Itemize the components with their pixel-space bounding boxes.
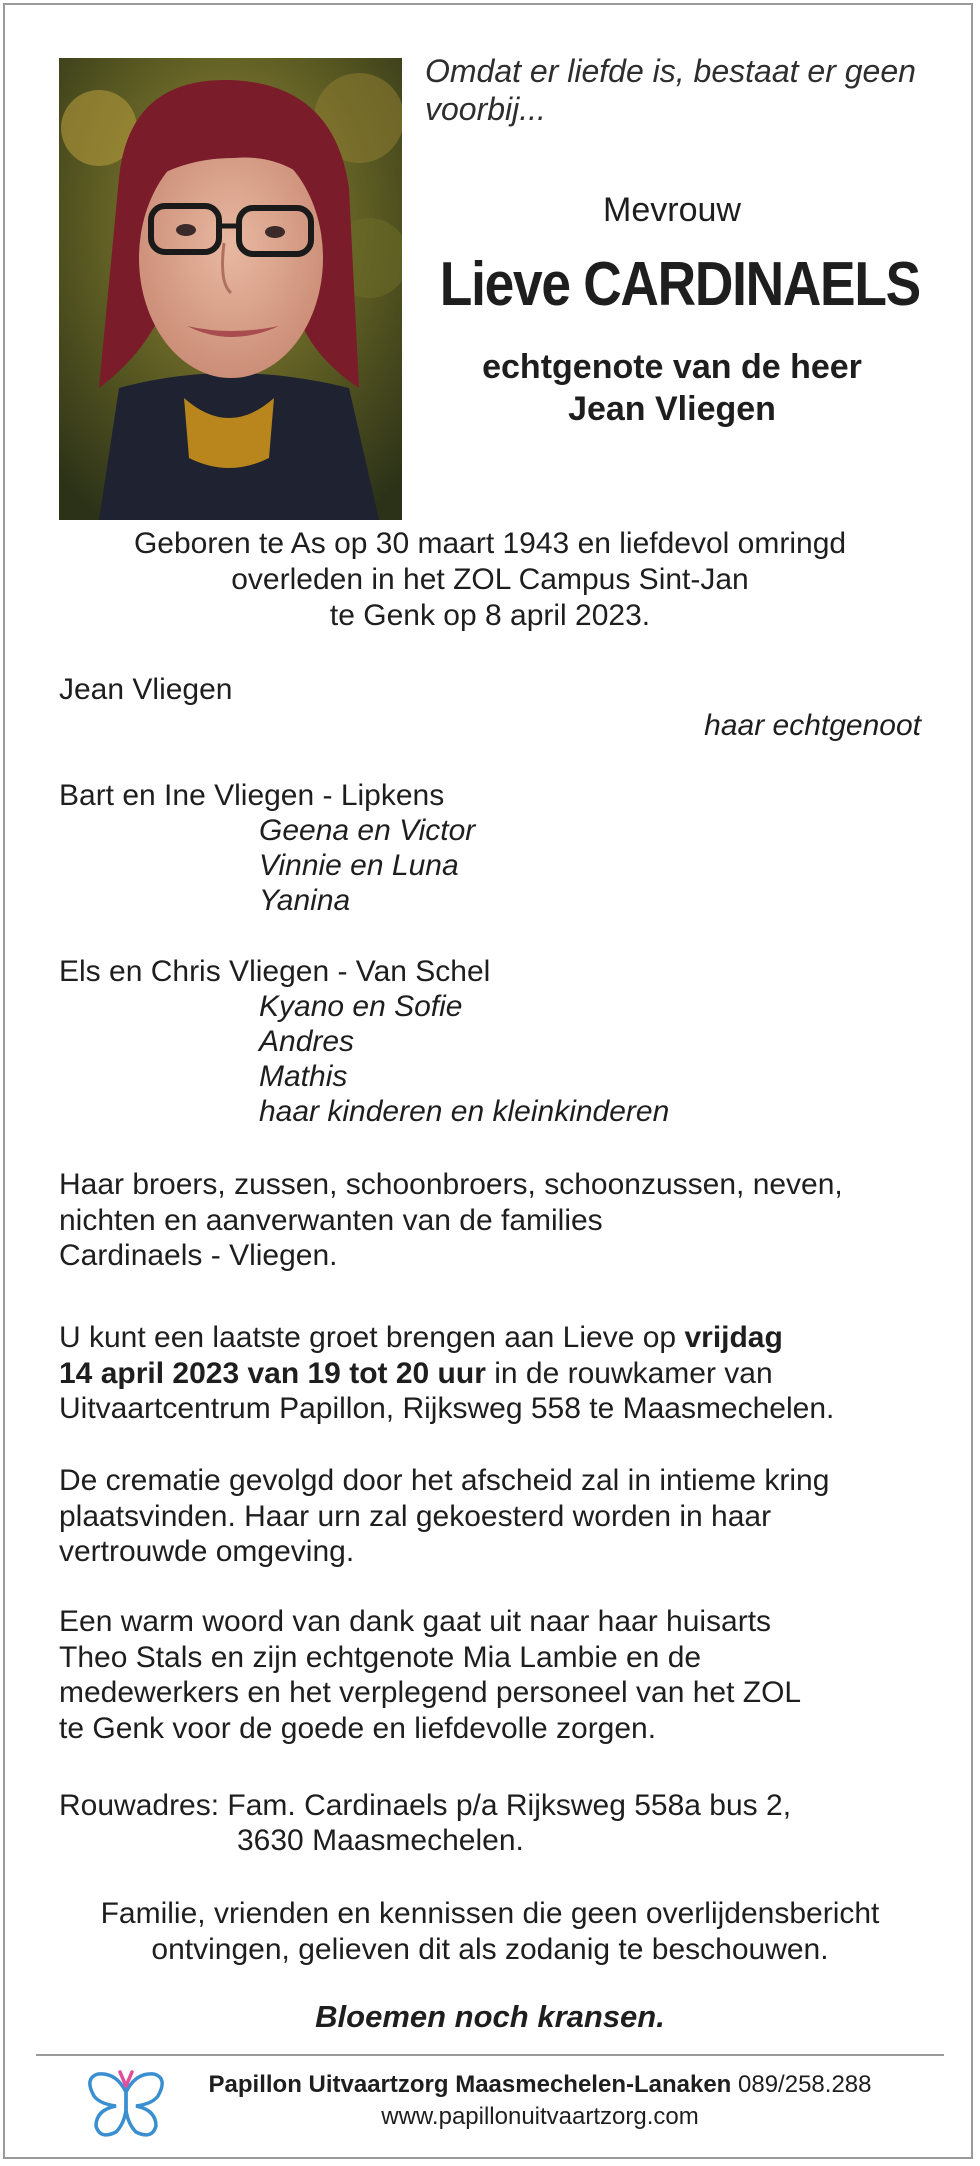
visitation-location: Uitvaartcentrum Papillon, Rijksweg 558 te Maasmechelen.: [59, 1392, 835, 1425]
birth-death-text: [59, 526, 921, 634]
footer-website[interactable]: www.papillonuitvaartzorg.com: [381, 2103, 699, 2130]
husband-role: haar echtgenoot: [704, 709, 921, 742]
grandchildren: Geena en Victor: [259, 814, 476, 847]
relatives-line: nichten en aanverwanten van de families: [59, 1203, 603, 1237]
visitation-intro: U kunt een laatste groet brengen aan Lieve op: [59, 1321, 685, 1354]
visitation-text: [59, 1320, 921, 1427]
grandchildren: Mathis: [259, 1060, 348, 1093]
grandchildren: Andres: [259, 1025, 355, 1058]
children-caption: haar kinderen en kleinkinderen: [259, 1095, 670, 1128]
thanks-line: Theo Stals en zijn echtgenote Mia Lambie en de: [59, 1640, 702, 1674]
visitation-datetime: 14 april 2023 van 19 tot 20 uur: [59, 1356, 486, 1390]
papillon-butterfly-logo: [86, 2066, 166, 2142]
spouse-line: echtgenote van de heer: [482, 348, 862, 386]
thanks-text: [59, 1604, 921, 1746]
motto-line: voorbij...: [425, 91, 546, 127]
grandchildren: Vinnie en Luna: [259, 849, 459, 882]
visitation-day: vrijdag: [684, 1321, 783, 1354]
cremation-line: vertrouwde omgeving.: [59, 1535, 355, 1568]
cremation-line: De crematie gevolgd door het afscheid zal in intieme kring: [59, 1464, 830, 1497]
cremation-text: [59, 1463, 921, 1570]
visitation-after: in de rouwkamer van: [485, 1356, 773, 1390]
notice-text: [59, 1896, 921, 1968]
cremation-line: plaatsvinden. Haar urn zal gekoesterd worden in haar: [59, 1499, 772, 1533]
family1-parents: Bart en Ine Vliegen - Lipkens: [59, 779, 445, 812]
footer-divider: [36, 2054, 944, 2056]
spouse-name: Jean Vliegen: [568, 390, 776, 428]
footer-phone: 089/258.288: [738, 2071, 872, 2098]
mourning-city: 3630 Maasmechelen.: [237, 1824, 524, 1857]
thanks-line: medewerkers en het verplegend personeel van het ZOL: [59, 1676, 802, 1709]
footer-company-line: [180, 2070, 900, 2100]
family2-parents: Els en Chris Vliegen - Van Schel: [59, 955, 491, 988]
birth-death-line: te Genk op 8 april 2023.: [329, 599, 651, 632]
salutation: Mevrouw: [603, 191, 741, 229]
deceased-name: Lieve CARDINAELS: [439, 250, 920, 319]
footer-company: Papillon Uitvaartzorg Maasmechelen-Lanaken: [208, 2071, 732, 2098]
notice-line: ontvingen, gelieven dit als zodanig te beschouwen.: [151, 1933, 829, 1966]
notice-line: Familie, vrienden en kennissen die geen overlijdensbericht: [100, 1897, 880, 1930]
mourning-address: Rouwadres: Fam. Cardinaels p/a Rijksweg 558a bus 2,: [59, 1789, 792, 1822]
grandchildren: Yanina: [259, 884, 351, 917]
relatives-line: Cardinaels - Vliegen.: [59, 1239, 338, 1272]
thanks-line: Een warm woord van dank gaat uit naar haar huisarts: [59, 1605, 772, 1638]
portrait-photo: [59, 58, 402, 520]
motto-line: Omdat er liefde is, bestaat er geen: [425, 53, 916, 89]
husband-name: Jean Vliegen: [59, 673, 233, 706]
birth-death-line: overleden in het ZOL Campus Sint-Jan: [231, 563, 749, 596]
birth-death-line: Geboren te As op 30 maart 1943 en liefdevol omringd: [133, 527, 847, 560]
relatives-text: [59, 1167, 921, 1274]
grandchildren: Kyano en Sofie: [259, 990, 463, 1023]
motto: [425, 52, 945, 128]
title-block: [402, 190, 942, 430]
thanks-line: te Genk voor de goede en liefdevolle zorgen.: [59, 1711, 657, 1745]
relatives-line: Haar broers, zussen, schoonbroers, schoonzussen, neven,: [59, 1168, 843, 1201]
flowers-notice: Bloemen noch kransen.: [315, 1999, 665, 2034]
